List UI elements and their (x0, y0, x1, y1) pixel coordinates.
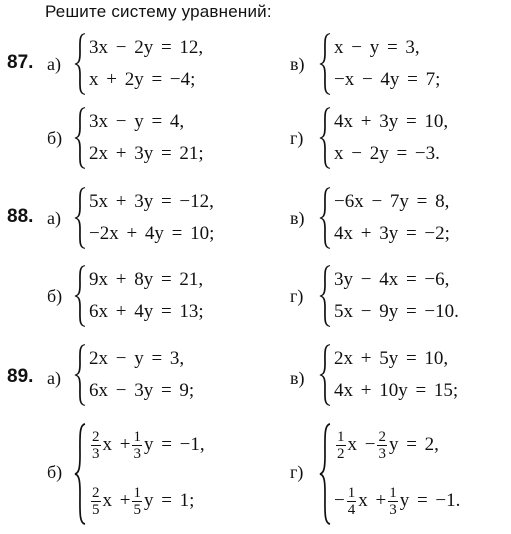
equation: 6x + 4y = 13; (89, 301, 204, 322)
fraction (132, 429, 142, 462)
left-brace-icon (74, 344, 86, 406)
equation-system (74, 423, 274, 525)
equation-system (319, 423, 509, 525)
left-brace-icon (319, 344, 331, 406)
right-hand-side: = −1, (161, 434, 205, 455)
item-label: в) (290, 368, 305, 388)
numerator: 2 (378, 428, 386, 445)
fraction (347, 485, 357, 518)
variable: y (143, 434, 154, 455)
equation-system (319, 33, 509, 95)
equation: x − y = 3, (334, 37, 420, 58)
denominator: 5 (133, 501, 141, 518)
operator: − (364, 434, 376, 455)
left-brace-icon (74, 423, 86, 525)
problem-number: 88. (7, 206, 34, 227)
left-brace-icon (319, 33, 331, 95)
exercise-heading: Решите систему уравнений: (45, 2, 272, 21)
item-label: а) (47, 54, 61, 74)
equation: 2x − y = 3, (89, 348, 185, 369)
equation-system (74, 265, 264, 327)
numerator: 1 (389, 484, 397, 501)
equation (89, 481, 194, 521)
problem-number: 89. (7, 366, 34, 387)
fraction (377, 429, 387, 462)
left-brace-icon (319, 265, 331, 327)
numerator: 1 (337, 428, 345, 445)
denominator: 5 (92, 501, 100, 518)
equation: 3x − y = 4, (89, 111, 185, 132)
variable: y (388, 434, 399, 455)
equation-system (319, 344, 509, 406)
equation: 6x − 3y = 9; (89, 380, 195, 401)
item-label: г) (290, 286, 304, 306)
item-label: в) (290, 208, 305, 228)
equation: −x − 4y = 7; (334, 69, 441, 90)
item-label: а) (47, 368, 61, 388)
equation: −2x + 4y = 10; (89, 223, 215, 244)
numerator: 1 (133, 484, 141, 501)
left-brace-icon (74, 33, 86, 95)
item-label: б) (47, 128, 63, 148)
item-label: г) (290, 128, 304, 148)
fraction (91, 429, 101, 462)
denominator: 3 (133, 445, 141, 462)
variable: x (102, 434, 112, 455)
problem-number: 87. (7, 52, 34, 73)
variable: y (399, 490, 410, 511)
left-brace-icon (319, 107, 331, 169)
right-hand-side: = −1. (416, 490, 461, 511)
denominator: 3 (92, 445, 100, 462)
equation-system (319, 107, 509, 169)
variable: x (102, 490, 112, 511)
left-brace-icon (319, 423, 331, 525)
left-brace-icon (74, 107, 86, 169)
numerator: 2 (92, 428, 100, 445)
fraction (132, 485, 142, 518)
equation: 9x + 8y = 21, (89, 269, 204, 290)
equation: 5x − 9y = −10. (334, 301, 459, 322)
equation: x − 2y = −3. (334, 143, 440, 164)
right-hand-side: = 2, (406, 434, 439, 455)
item-label: а) (47, 208, 61, 228)
equation: 5x + 3y = −12, (89, 191, 214, 212)
equation (334, 481, 460, 521)
left-brace-icon (74, 265, 86, 327)
equation-system (319, 265, 509, 327)
equation: x + 2y = −4; (89, 69, 196, 90)
operator: + (119, 490, 131, 511)
equation-system (319, 187, 509, 249)
variable: y (143, 490, 154, 511)
equation: 4x + 10y = 15; (334, 380, 459, 401)
equation-system (74, 344, 264, 406)
right-hand-side: = 1; (161, 490, 195, 511)
denominator: 4 (347, 501, 356, 518)
equation: 3x − 2y = 12, (89, 37, 204, 58)
equation-system (74, 33, 264, 95)
denominator: 2 (337, 445, 345, 462)
equation (89, 425, 205, 465)
item-label: б) (47, 462, 63, 482)
denominator: 3 (378, 445, 386, 462)
equation: 4x + 3y = 10, (334, 111, 449, 132)
item-label: г) (290, 462, 304, 482)
denominator: 3 (389, 501, 397, 518)
fraction (388, 485, 398, 518)
left-brace-icon (319, 187, 331, 249)
equation: 3y − 4x = −6, (334, 269, 450, 290)
left-brace-icon (74, 187, 86, 249)
equation (334, 425, 439, 465)
item-label: в) (290, 54, 305, 74)
variable: x (347, 434, 357, 455)
equation: 2x + 3y = 21; (89, 143, 204, 164)
equation: −6x − 7y = 8, (334, 191, 450, 212)
numerator: 1 (133, 428, 141, 445)
variable: x (358, 490, 368, 511)
equation: 4x + 3y = −2; (334, 223, 450, 244)
numerator: 1 (347, 484, 356, 501)
fraction (91, 485, 101, 518)
numerator: 2 (92, 484, 100, 501)
equation-system (74, 107, 264, 169)
sign: − (334, 490, 345, 511)
item-label: б) (47, 286, 63, 306)
equation-system (74, 187, 264, 249)
operator: + (375, 490, 387, 511)
operator: + (119, 434, 131, 455)
equation: 2x + 5y = 10, (334, 348, 449, 369)
fraction (336, 429, 346, 462)
